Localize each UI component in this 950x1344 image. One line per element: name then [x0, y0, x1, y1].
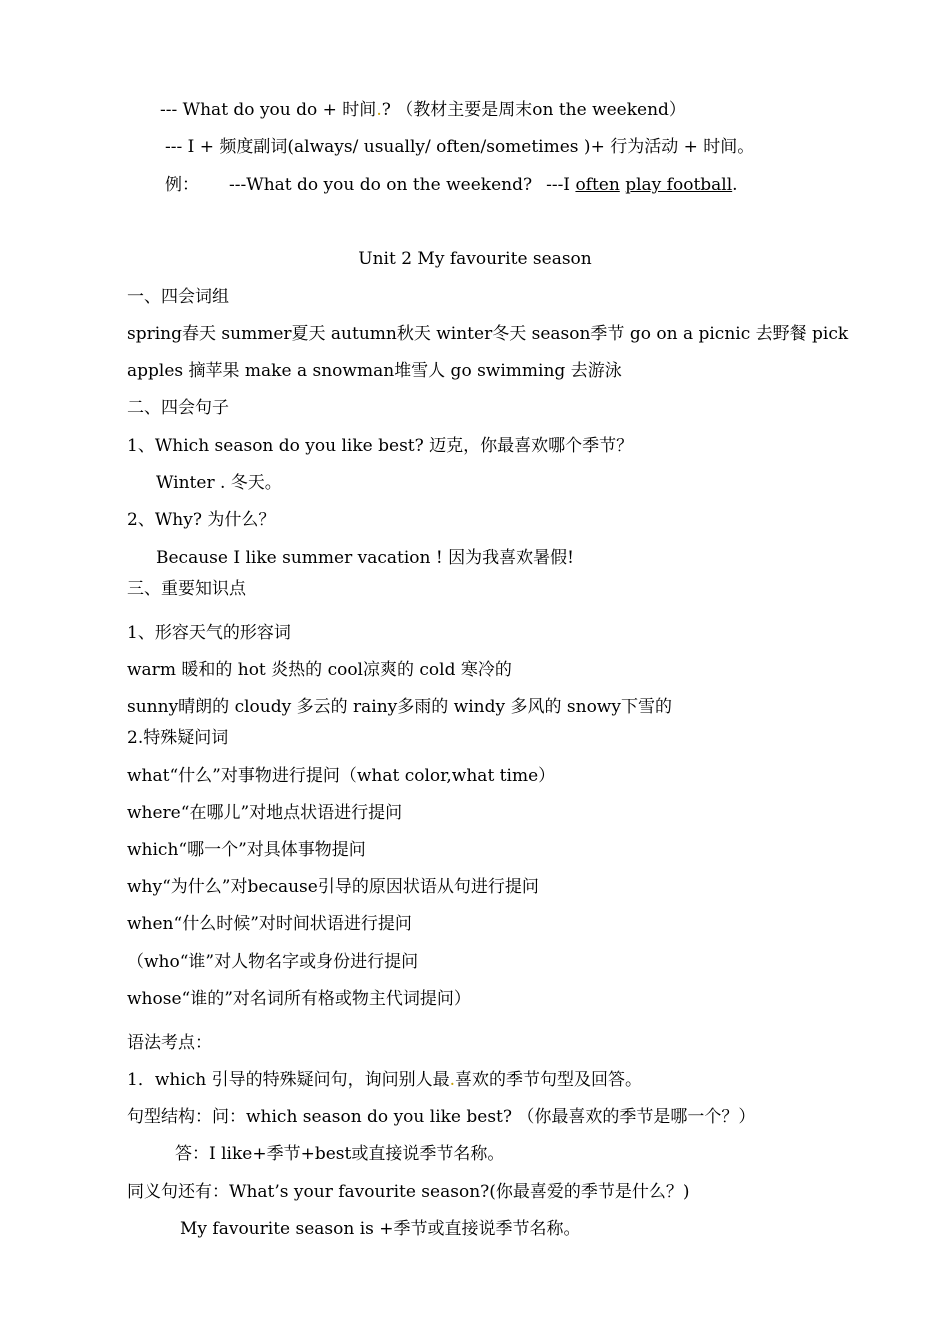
section-heading-sentences: 二、四会句子: [127, 398, 229, 418]
sentence-structure: 句型结构：问：which season do you like best? （你最喜欢的季节是哪一个？）: [127, 1107, 756, 1127]
question-word-who: （who“谁”对人物名字或身份进行提问: [127, 952, 419, 972]
question-word-why: why“为什么”对because引导的原因状语从句进行提问: [127, 877, 539, 897]
key-point-1: 1、形容天气的形容词: [127, 623, 291, 643]
grammar-point-1-text-end: 喜欢的季节句型及回答。: [455, 1070, 643, 1090]
weather-adjectives-1: warm 暖和的 hot 炎热的 cool凉爽的 cold 寒冷的: [127, 660, 512, 680]
question-word-when: when“什么时候”对时间状语进行提问: [127, 914, 412, 934]
pattern-question-line: [160, 99, 686, 121]
synonym-sentence-answer: My favourite season is +季节或直接说季节名称。: [180, 1219, 581, 1239]
question-word-where: where“在哪儿”对地点状语进行提问: [127, 803, 403, 823]
sentence-1-answer: Winter . 冬天。: [156, 473, 282, 493]
question-word-what: what“什么”对事物进行提问（what color,what time）: [127, 766, 556, 786]
unit-title: Unit 2 My favourite season: [358, 249, 592, 269]
grammar-point-1-text: 1．which 引导的特殊疑问句，询问别人最: [127, 1070, 450, 1090]
sentence-structure-answer: 答：I like+季节+best或直接说季节名称。: [175, 1144, 505, 1164]
sentence-1: 1、Which season do you like best? 迈克，你最喜欢哪个季节？: [127, 436, 634, 456]
pattern-answer-line: --- I + 频度副词(always/ usually/ often/sometimes )+ 行为活动 + 时间。: [165, 137, 755, 157]
vocab-line-1: spring春天 summer夏天 autumn秋天 winter冬天 season季节 go on a picnic 去野餐 pick: [127, 324, 849, 344]
sentence-2-answer: Because I like summer vacation ! 因为我喜欢暑假!: [156, 548, 574, 568]
synonym-sentence: 同义句还有：What’s your favourite season?(你最喜爱的季节是什么？): [127, 1182, 690, 1202]
key-point-2: 2.特殊疑问词: [127, 728, 229, 748]
question-word-whose: whose“谁的”对名词所有格或物主代词提问）: [127, 989, 471, 1009]
example-period: .: [732, 175, 738, 195]
example-question: ---What do you do on the weekend?: [229, 175, 533, 195]
example-line: [165, 174, 738, 196]
example-label: 例：: [165, 175, 199, 195]
section-heading-key-points: 三、重要知识点: [127, 579, 246, 599]
vocab-line-2: apples 摘苹果 make a snowman堆雪人 go swimming 去游泳: [127, 361, 622, 381]
weather-adjectives-2: sunny晴朗的 cloudy 多云的 rainy多雨的 windy 多风的 snowy下雪的: [127, 697, 672, 717]
example-answer-prefix: ---I: [546, 175, 576, 195]
section-heading-phrases: 一、四会词组: [127, 287, 229, 307]
sentence-2: 2、Why? 为什么？: [127, 510, 276, 530]
example-underlined-activity: play football: [625, 175, 733, 195]
highlight-dot: .: [449, 1070, 456, 1090]
grammar-point-1: [127, 1069, 642, 1091]
question-word-which: which“哪一个”对具体事物提问: [127, 840, 366, 860]
highlight-dot: .: [376, 100, 382, 120]
example-underlined-often: often: [575, 175, 620, 195]
pattern-question-note: ? （教材主要是周末on the weekend）: [381, 100, 686, 120]
grammar-heading: 语法考点：: [127, 1033, 212, 1053]
pattern-question-text: --- What do you do + 时间: [160, 100, 377, 120]
